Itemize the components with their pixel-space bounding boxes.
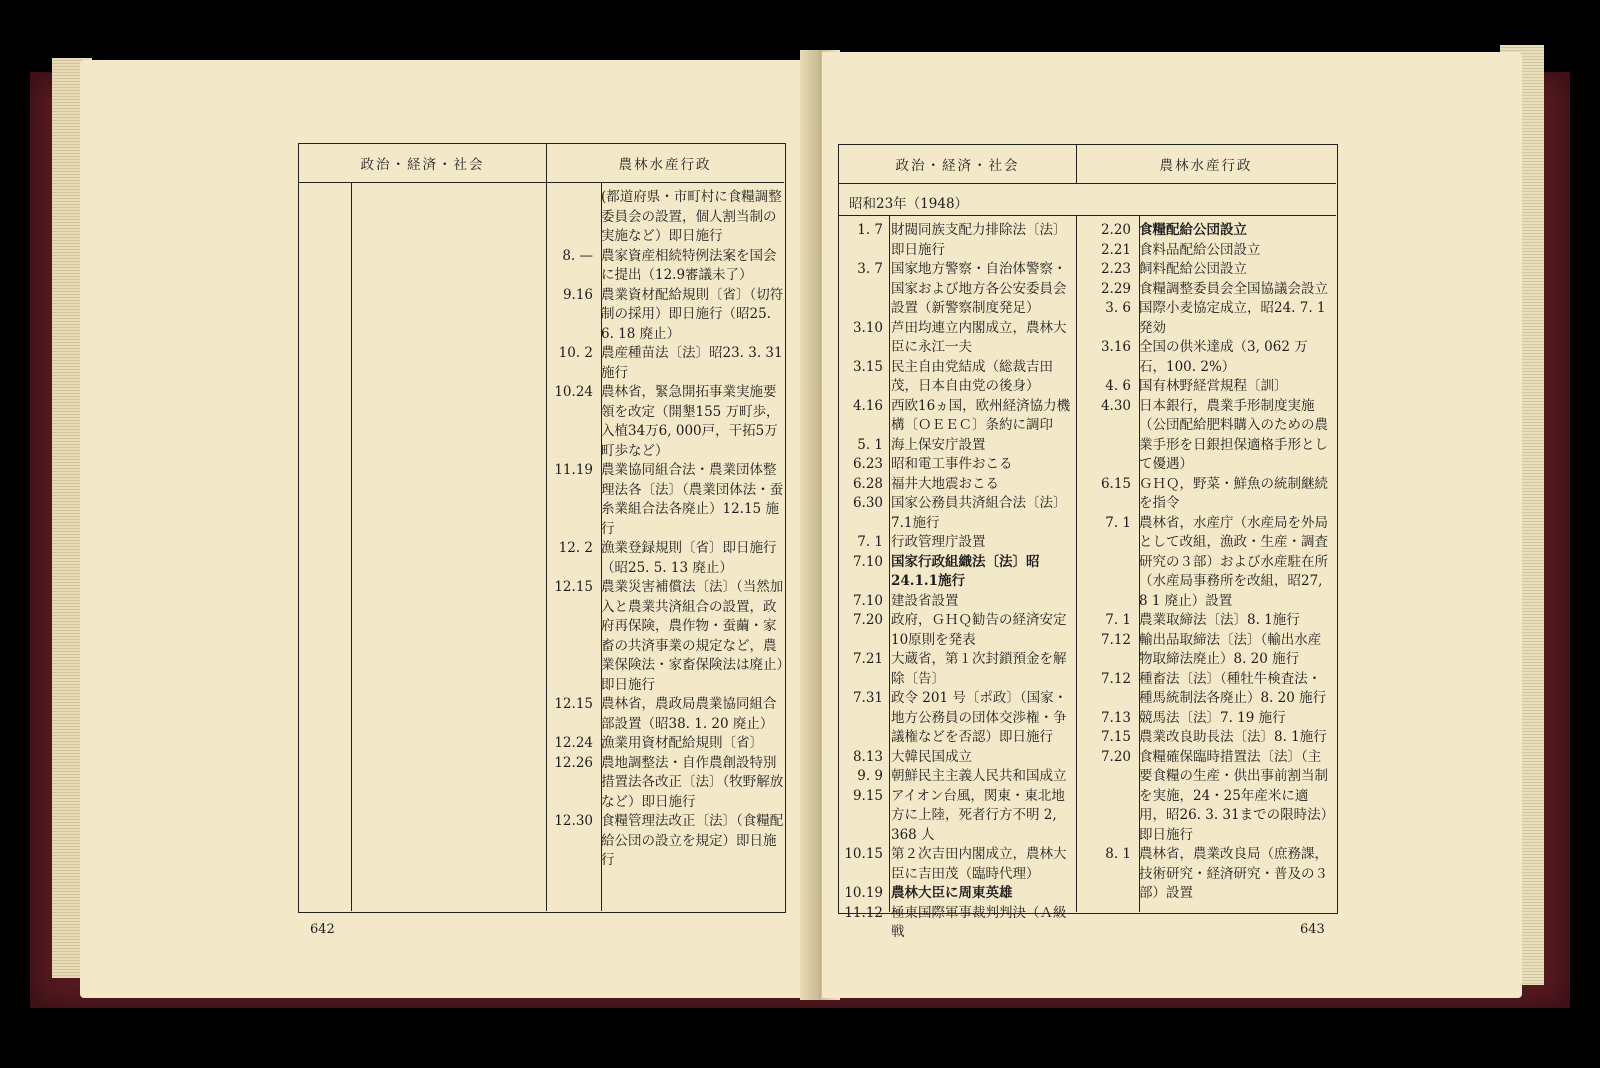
list-item: 2.29 食糧調整委員会全国協議会設立 [1100,280,1328,297]
list-item: 12.26 農地調整法・自作農創設特別措置法各改正〔法〕（牧野解放など）即日施行 [554,754,784,810]
left-header-politics: 政治・経済・社会 [299,144,546,183]
list-item: 7. 1 農林省，水産庁（水産局を外局として改組，漁政・生産・調査研究の３部）および水産駐在所（水産局事務所を改組，昭27, 8 1 廃止）設置 [1105,514,1328,609]
list-item: 7. 1 農業取締法〔法〕8. 1施行 [1105,612,1300,628]
list-item: 12.24 漁業用資材配給規則〔省〕 [554,735,763,751]
list-item: 2.20 食糧配給公団設立 [1100,222,1247,238]
list-item: 4. 6 国有林野経営規程〔訓〕 [1105,378,1288,394]
page-number-left: 642 [310,922,335,937]
list-item: 11.19 農業協同組合法・農業団体整理法各〔法〕（農業団体法・蚕糸業組合法各廃止）12.15 施行 [554,462,784,537]
list-item: 6.28 福井大地震おこる [852,475,999,492]
list-item: 7.20 食糧確保臨時措置法〔法〕（主要食糧の生産・供出事前割当制を実施，24・25年産米に適用，昭26. 3. 31までの限時法）即日施行 [1100,748,1328,843]
page-number-right: 643 [1300,922,1325,937]
list-item: 7.10 国家行政組織法〔法〕昭24.1.1施行 [852,553,1040,589]
list-item: 8. — 農家資産相続特例法案を国会に提出（12.9審議未了） [562,247,777,283]
right-header-politics: 政治・経済・社会 [839,145,1076,184]
right-page [822,52,1522,998]
list-item: 4.16 西欧16ヵ国，欧州経済協力機構〔ＯＥＥＣ〕条約に調印 [852,397,1071,433]
left-date-divider-1 [351,182,352,911]
list-item: 10.19 農林大臣に周東英雄 [844,885,1013,901]
list-item: 10.24 農林省，緊急開拓事業実施要領を改定（開墾155 万町歩，入植34万6, 000戸，干拓5万町歩など） [554,384,780,459]
list-item: 7.12 種畜法〔法〕（種牡牛検査法・種馬統制法各廃止）8. 20 施行 [1100,670,1327,706]
list-item: 8.13 大韓民国成立 [852,748,972,765]
era-label: 昭和23年（1948） [849,196,969,212]
list-item: 7.12 輸出品取締法〔法〕（輸出水産物取締法廃止）8. 20 施行 [1100,631,1322,667]
list-item: 9.15 アイオン台風，関東・東北地方に上陸，死者行方不明 2, 368 人 [852,787,1065,843]
left-entries [546,188,784,871]
list-item: 7.21 大蔵省，第１次封鎖預金を解除〔告〕 [852,651,1067,687]
right-header-agriculture: 農林水産行政 [1076,145,1336,184]
list-item: 2.21 食料品配給公団設立 [1100,241,1261,258]
list-item: 7.10 建設省設置 [852,592,959,609]
list-item: 10. 2 農産種苗法〔法〕昭23. 3. 31施行 [558,345,783,381]
list-item: 7.13 競馬法〔法〕7. 19 施行 [1100,709,1286,726]
list-item: 12. 2 漁業登録規則〔省〕即日施行（昭25. 5. 13 廃止） [558,540,777,576]
list-item: 7.15 農業改良助長法〔法〕8. 1施行 [1100,729,1327,745]
list-item: 3.15 民主自由党結成（総裁吉田茂，日本自由党の後身） [852,358,1053,394]
list-item: 5. 1 海上保安庁設置 [857,436,986,453]
list-item: 9. 9 朝鮮民主主義人民共和国成立 [857,768,1067,784]
list-item: 3. 6 国際小麦協定成立，昭24. 7. 1 発効 [1105,300,1326,336]
list-item: 6.15 ＧＨＱ，野菜・鮮魚の統制継続を指令 [1100,475,1328,511]
right-entries-politics [839,221,1076,943]
list-item: 6.30 国家公務員共済組合法〔法〕7.1施行 [852,495,1067,531]
list-item: 7. 1 行政管理庁設置 [857,534,986,550]
left-table [298,143,786,913]
list-item: (都道府県・市町村に食糧調整委員会の設置，個人割当制の実施など）即日施行 [601,189,782,244]
list-item: 7.20 政府，ＧＨＱ勧告の経済安定10原則を発表 [852,612,1067,648]
list-item: 1. 7 財閥同族支配力排除法〔法〕即日施行 [857,222,1067,258]
list-item: 9.16 農業資材配給規則〔省〕（切符制の採用）即日施行（昭25. 6. 18 廃止） [562,286,784,342]
era-divider [839,215,1336,216]
list-item: 8. 1 農林省，農業改良局（庶務課，技術研究・経済研究・普及の３部）設置 [1105,846,1328,901]
list-item: 2.23 飼料配給公団設立 [1100,261,1247,277]
list-item: 6.23 昭和電工事件おこる [852,456,1013,472]
list-item: 7.31 政令 201 号〔ポ政〕（国家・地方公務員の団体交渉権・争議権などを否認）即日施行 [852,690,1068,745]
list-item: 4.30 日本銀行，農業手形制度実施（公団配給肥料購入のための農業手形を日銀担保適格手形として優遇） [1100,397,1328,472]
right-entries-agriculture [1076,221,1334,904]
left-page [80,60,820,998]
list-item: 3. 7 国家地方警察・自治体警察・国家および地方各公安委員会設置（新警察制度発足） [857,261,1067,316]
list-item: 11.12 極東国際軍事裁判判決（Ａ級戦 [844,904,1067,940]
list-item: 12.30 食糧管理法改正〔法〕（食糧配給公団の設立を規定）即日施行 [554,813,784,868]
right-header-divider [1076,145,1077,183]
list-item: 12.15 農業災害補償法〔法〕（当然加入と農業共済組合の設置，政府再保険，農作物・蚕繭・家畜の共済事業の規定など，農業保険法・家畜保険法は廃止）即日施行 [554,579,784,693]
list-item: 10.15 第２次吉田内閣成立，農林大臣に吉田茂（臨時代理） [844,846,1067,882]
list-item: 12.15 農林省，農政局農業協同組合部設置（昭38. 1. 20 廃止） [554,696,777,732]
list-item: 3.10 芦田均連立内閣成立，農林大臣に永江一夫 [852,319,1067,355]
list-item: 3.16 全国の供米達成（3, 062 万石，100. 2%） [1100,339,1308,375]
left-header-agriculture: 農林水産行政 [546,144,784,183]
